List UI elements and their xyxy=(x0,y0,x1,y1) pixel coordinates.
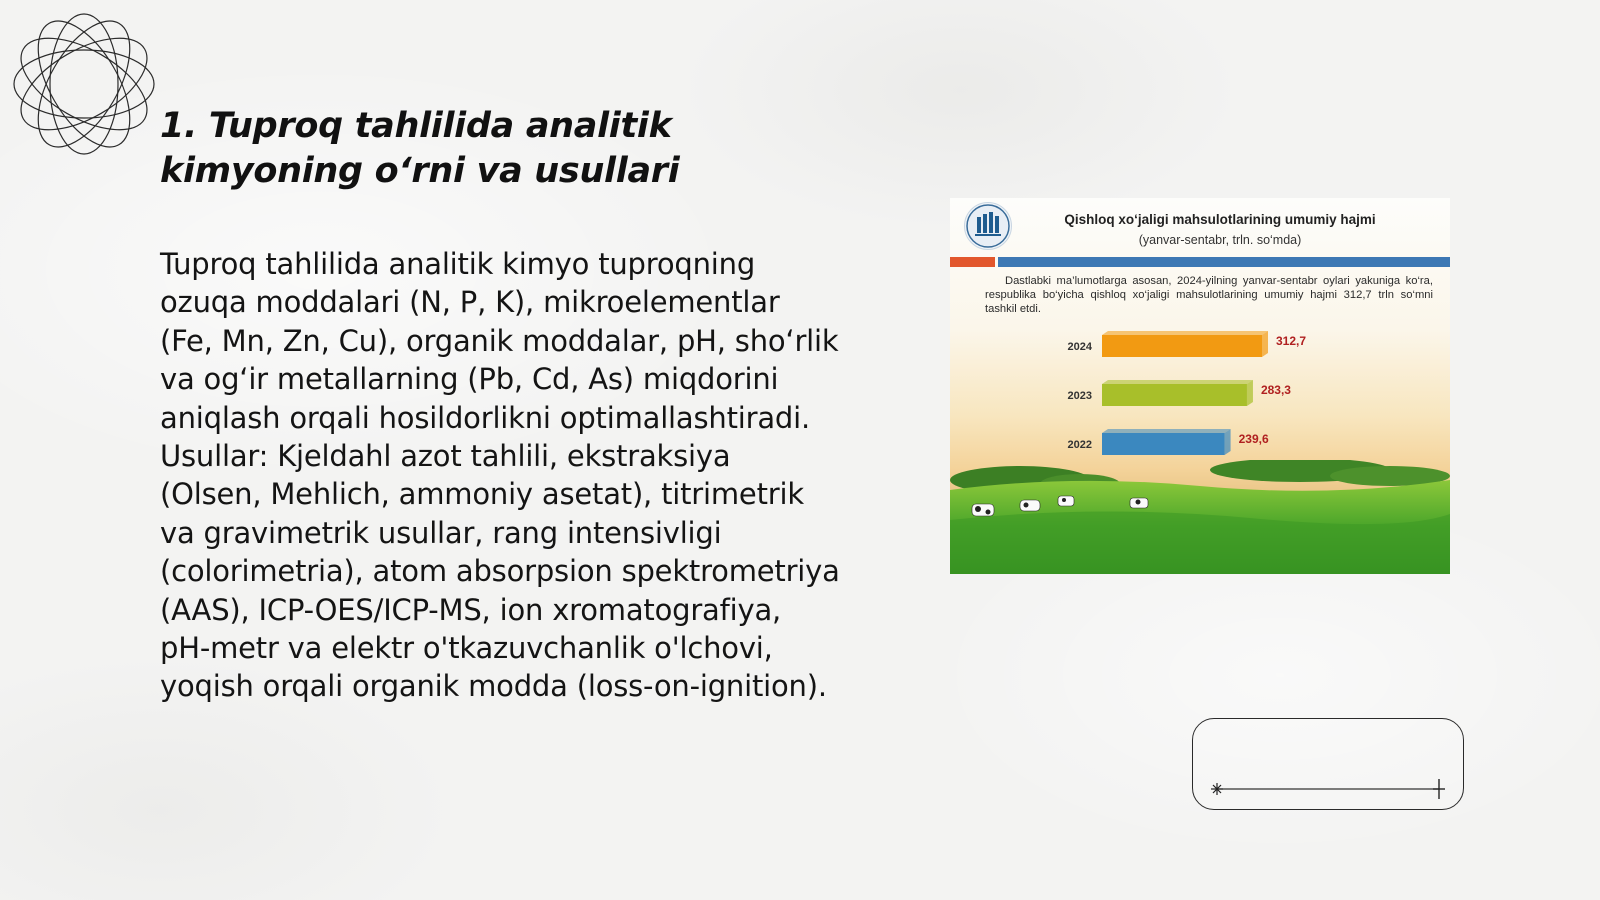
blue-stripe xyxy=(998,257,1450,267)
infographic-description: Dastlabki ma’lumotlarga asosan, 2024-yilning yanvar-sentabr oylari yakuniga ko‘ra, respublika bo‘yicha qishloq xo‘jaligi mahsulotlarining umumiy hajmi 312,7 trln so‘mni tashkil etdi. xyxy=(985,275,1433,315)
red-stripe xyxy=(950,257,995,267)
cross-star-icon[interactable] xyxy=(1433,779,1445,799)
slide-body-text: Tuproq tahlilida analitik kimyo tuproqning ozuqa moddalari (N, P, K), mikroelementlar (Fe, Mn, Zn, Cu), organik moddalar, pH, sho‘rlik va og‘ir metallarning (Pb, Cd, As) miqdorini aniqlash orqali hosildorlikni optimallashtiradi. Usullar: Kjeldahl azot tahlili, ekstraksiya (Olsen, Mehlich, ammoniy asetat), titrimetrik va gravimetrik usullar, rang intensivligi (colorimetria), atom absorpsion spektrometriya (AAS), ICP-OES/ICP-MS, ion xromatografiya, pH-metr va elektr o'tkazuvchanlik o'lchovi, yoqish orqali organik modda (loss-on-ignition). xyxy=(160,247,840,704)
bar-top xyxy=(1102,380,1253,384)
circular-line-ornament-icon xyxy=(8,8,160,160)
bar-top xyxy=(1102,331,1268,335)
bar-value-label: 239,6 xyxy=(1238,432,1269,446)
bar-side xyxy=(1262,331,1268,357)
bar-side xyxy=(1247,380,1253,406)
slide-title: 1. Tuproq tahlilida analitik kimyoning o‘rni va usullari xyxy=(160,106,680,191)
bar-chart xyxy=(950,323,1450,473)
bar-2022 xyxy=(1102,433,1225,455)
bar-category-label: 2023 xyxy=(1067,390,1092,402)
bar-2023 xyxy=(1102,384,1247,406)
infographic-title: Qishloq xo‘jaligi mahsulotlarining umumiy hajmi xyxy=(1064,212,1376,227)
infographic-subtitle: (yanvar-sentabr, trln. so‘mda) xyxy=(1138,233,1302,247)
bar-2024 xyxy=(1102,335,1262,357)
bar-side xyxy=(1225,429,1231,455)
statistics-building-icon xyxy=(964,202,1012,250)
bar-top xyxy=(1102,429,1231,433)
infographic-image xyxy=(950,198,1450,574)
bar-category-label: 2024 xyxy=(1067,341,1092,353)
sparkle-icon xyxy=(1211,783,1223,795)
bar-value-label: 283,3 xyxy=(1260,383,1291,397)
bar-value-label: 312,7 xyxy=(1276,334,1307,348)
bar-category-label: 2022 xyxy=(1067,439,1092,451)
slider-frame[interactable] xyxy=(1192,718,1464,810)
farm-landscape-illustration xyxy=(950,460,1450,574)
